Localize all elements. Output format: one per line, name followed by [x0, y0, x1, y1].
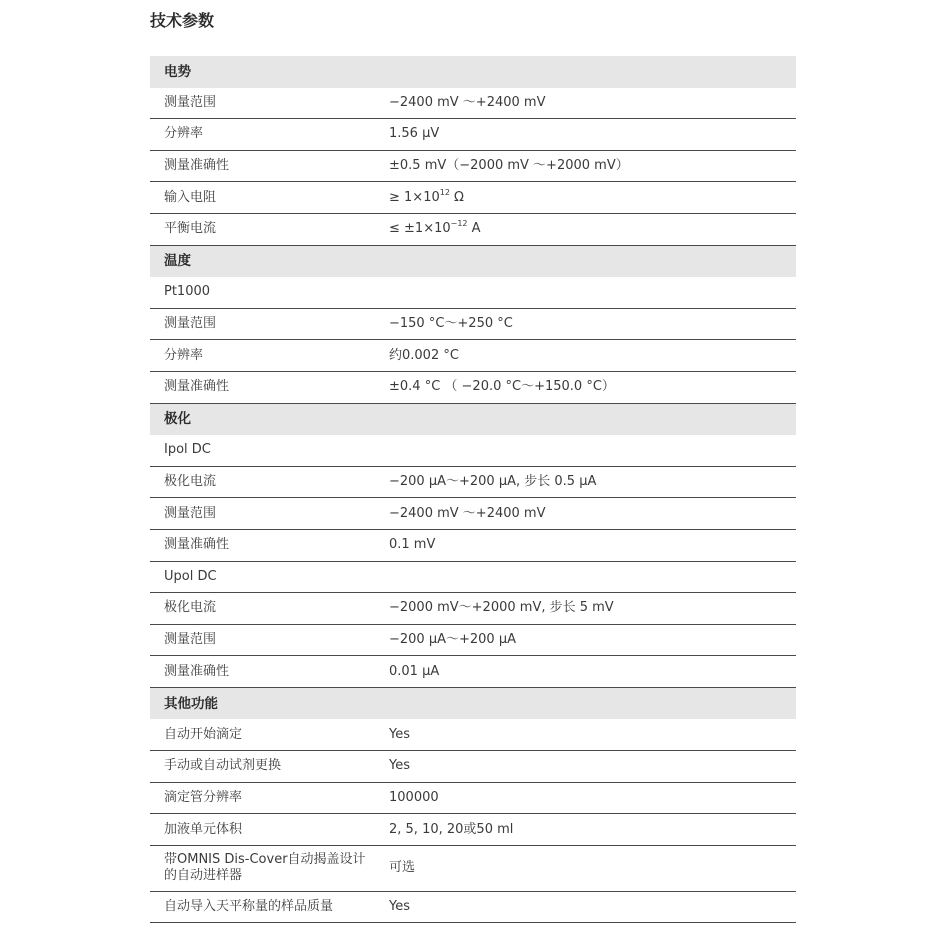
- row-value: −2400 mV ～+2400 mV: [389, 505, 546, 521]
- section-header: [150, 246, 796, 278]
- table-row: [150, 530, 796, 562]
- section-title: 电势: [164, 63, 191, 80]
- row-label: 极化电流: [164, 600, 217, 616]
- row-label: 测量范围: [164, 631, 217, 647]
- row-value: ±0.4 °C （ −20.0 °C～+150.0 °C）: [389, 379, 615, 395]
- table-row: [150, 277, 796, 309]
- row-value: 1.56 μV: [389, 126, 440, 142]
- table-row: [150, 372, 796, 404]
- row-label: 带OMNIS Dis-Cover自动揭盖设计的自动进样器: [164, 852, 366, 884]
- section-title: 极化: [164, 411, 191, 428]
- row-label: 自动导入天平称量的样品质量: [164, 899, 334, 915]
- table-row: [150, 892, 796, 924]
- row-label: 分辨率: [164, 347, 204, 363]
- row-value: 可选: [389, 860, 416, 876]
- table-row: [150, 119, 796, 151]
- value-unit: Ω: [449, 189, 464, 205]
- table-row: [150, 625, 796, 657]
- table-row: [150, 814, 796, 846]
- row-label: 加液单元体积: [164, 821, 243, 837]
- row-value: [389, 221, 796, 237]
- spec-table: [150, 56, 796, 923]
- row-value: 0.01 μA: [389, 663, 440, 679]
- table-row: [150, 846, 796, 892]
- row-label: 测量范围: [164, 505, 217, 521]
- value-unit: A: [467, 221, 481, 237]
- row-label: 测量范围: [164, 316, 217, 332]
- row-value: −2400 mV ～+2400 mV: [389, 94, 546, 110]
- section-title: 温度: [164, 253, 191, 270]
- row-value: Yes: [389, 758, 410, 774]
- row-label: 平衡电流: [164, 221, 217, 237]
- row-value: Yes: [389, 726, 410, 742]
- row-label: 输入电阻: [164, 189, 217, 205]
- row-label: 滴定管分辨率: [164, 789, 243, 805]
- row-value: −2000 mV～+2000 mV, 步长 5 mV: [389, 600, 614, 616]
- row-value: [389, 187, 796, 206]
- table-row: [150, 151, 796, 183]
- table-row: [150, 467, 796, 499]
- section-header: [150, 404, 796, 436]
- row-label: 测量准确性: [164, 537, 230, 553]
- value-base: ≥ 1×10: [389, 189, 440, 205]
- row-label: 测量准确性: [164, 663, 230, 679]
- section-title: 其他功能: [164, 695, 218, 712]
- row-label: 测量范围: [164, 94, 217, 110]
- table-row: [150, 182, 796, 214]
- value-base: ≤ ±1×10: [389, 221, 451, 237]
- row-value: ±0.5 mV（−2000 mV ～+2000 mV）: [389, 158, 629, 174]
- table-row: [150, 340, 796, 372]
- table-row: [150, 719, 796, 751]
- table-row: [150, 783, 796, 815]
- row-value: −150 °C～+250 °C: [389, 316, 513, 332]
- row-value: Yes: [389, 899, 410, 915]
- table-row: [150, 562, 796, 594]
- row-label: 测量准确性: [164, 158, 230, 174]
- row-label: 自动开始滴定: [164, 726, 243, 742]
- section-header: [150, 56, 796, 88]
- row-value: 约0.002 °C: [389, 347, 459, 363]
- row-value: −200 μA～+200 μA, 步长 0.5 μA: [389, 474, 597, 490]
- row-value: 0.1 mV: [389, 537, 436, 553]
- row-value: −200 μA～+200 μA: [389, 631, 517, 647]
- value-exponent: −12: [450, 219, 468, 229]
- section-header: [150, 688, 796, 720]
- table-row: [150, 593, 796, 625]
- row-label: Pt1000: [164, 284, 211, 300]
- row-value: 2, 5, 10, 20或50 ml: [389, 821, 514, 837]
- row-label: Upol DC: [164, 568, 217, 584]
- table-row: [150, 88, 796, 120]
- row-label: 分辨率: [164, 126, 204, 142]
- table-row: [150, 309, 796, 341]
- row-label: 手动或自动试剂更换: [164, 758, 282, 774]
- table-row: [150, 498, 796, 530]
- table-row: [150, 751, 796, 783]
- row-value: 100000: [389, 789, 439, 805]
- page-title: 技术参数: [150, 11, 215, 30]
- row-label: 极化电流: [164, 474, 217, 490]
- row-label: Ipol DC: [164, 442, 211, 458]
- row-label: 测量准确性: [164, 379, 230, 395]
- table-row: [150, 656, 796, 688]
- table-row: [150, 435, 796, 467]
- value-exponent: 12: [439, 187, 450, 197]
- table-row: [150, 214, 796, 246]
